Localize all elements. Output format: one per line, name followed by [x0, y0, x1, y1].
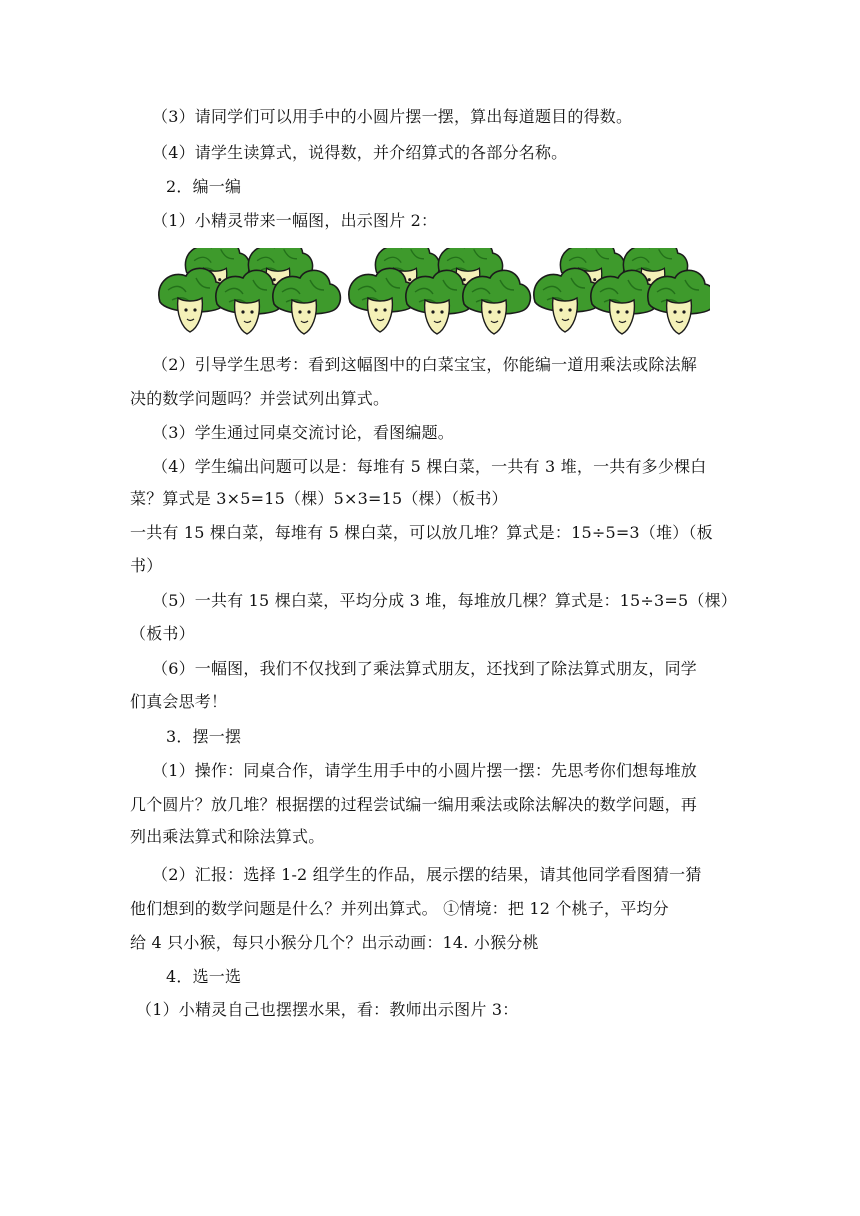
para-line-13: （板书）	[130, 624, 195, 643]
para-line-7: （3）学生通过同桌交流讨论，看图编题。	[152, 423, 454, 442]
para-line-14: （6）一幅图，我们不仅找到了乘法算式朋友，还找到了除法算式朋友，同学	[152, 659, 697, 678]
para-line-2: （4）请学生读算式，说得数，并介绍算式的各部分名称。	[152, 143, 568, 162]
para-line-11: 书）	[130, 556, 163, 575]
section-heading-2: 2．编一编	[166, 177, 242, 196]
cabbage-figure	[273, 270, 341, 334]
para-line-15: 们真会思考！	[130, 692, 228, 711]
para-line-24: （1）小精灵自己也摆摆水果，看：教师出示图片 3：	[136, 1000, 519, 1019]
para-line-22: 给 4 只小猴，每只小猴分几个？出示动画：14. 小猴分桃	[130, 933, 539, 952]
para-line-6: 决的数学问题吗？并尝试列出算式。	[130, 389, 390, 408]
para-line-20: （2）汇报：选择 1-2 组学生的作品，展示摆的结果，请其他同学看图猜一猜	[152, 865, 702, 884]
cabbage-picture	[150, 248, 710, 338]
cabbage-figure	[648, 270, 710, 334]
para-line-19: 列出乘法算式和除法算式。	[130, 827, 325, 846]
para-line-8: （4）学生编出问题可以是：每堆有 5 棵白菜，一共有 3 堆，一共有多少棵白	[152, 457, 707, 476]
para-line-18: 几个圆片？放几堆？根据摆的过程尝试编一编用乘法或除法解决的数学问题，再	[130, 795, 698, 814]
para-line-1: （3）请同学们可以用手中的小圆片摆一摆，算出每道题目的得数。	[152, 107, 633, 126]
para-line-21: 他们想到的数学问题是什么？并列出算式。 ①情境：把 12 个桃子，平均分	[130, 899, 669, 918]
para-line-5: （2）引导学生思考：看到这幅图中的白菜宝宝，你能编一道用乘法或除法解	[152, 355, 697, 374]
section-heading-4: 4．选一选	[166, 967, 242, 986]
section-heading-3: 3．摆一摆	[166, 727, 242, 746]
para-line-9: 菜？算式是 3×5=15（棵）5×3=15（棵）（板书）	[130, 489, 508, 508]
para-line-17: （1）操作：同桌合作，请学生用手中的小圆片摆一摆：先思考你们想每堆放	[152, 761, 697, 780]
para-line-12: （5）一共有 15 棵白菜，平均分成 3 堆，每堆放几棵？算式是：15÷3=5（棵）	[152, 591, 737, 610]
para-line-10: 一共有 15 棵白菜，每堆有 5 棵白菜，可以放几堆？算式是：15÷5=3（堆）（板	[130, 523, 713, 542]
cabbage-figure	[463, 270, 531, 334]
para-line-4: （1）小精灵带来一幅图，出示图片 2：	[152, 211, 438, 230]
